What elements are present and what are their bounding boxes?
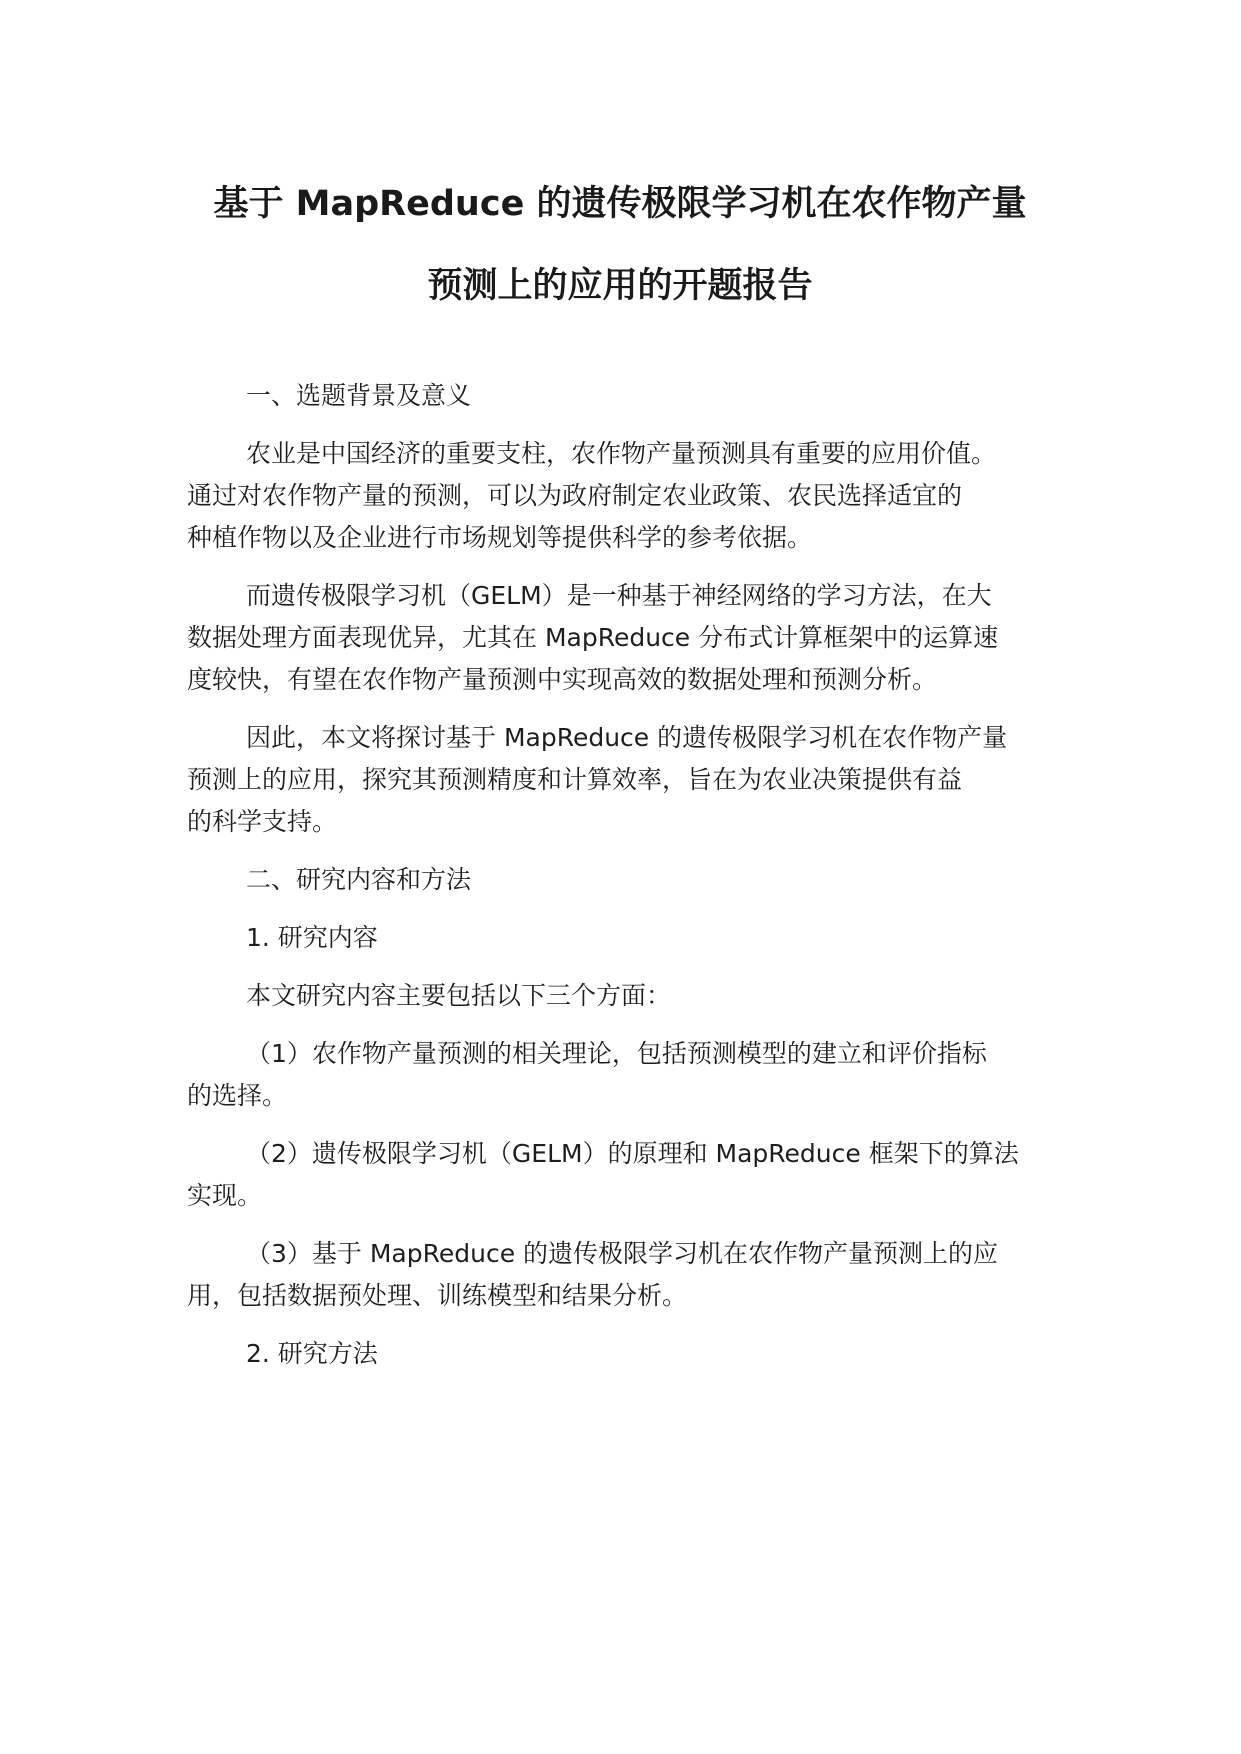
list-item-line: 实现。	[187, 1181, 263, 1210]
paragraph-line: 而遗传极限学习机（GELM）是一种基于神经网络的学习方法，在大	[246, 581, 992, 610]
list-item-line: （2）遗传极限学习机（GELM）的原理和 MapReduce 框架下的算法	[246, 1139, 1019, 1168]
paragraph-line: 因此，本文将探讨基于 MapReduce 的遗传极限学习机在农作物产量	[246, 723, 1008, 752]
paragraph-line: 预测上的应用，探究其预测精度和计算效率，旨在为农业决策提供有益	[187, 765, 963, 794]
section-heading-content-methods: 二、研究内容和方法	[246, 865, 472, 894]
paragraph-line: 本文研究内容主要包括以下三个方面：	[246, 981, 672, 1010]
paragraph-line: 农业是中国经济的重要支柱，农作物产量预测具有重要的应用价值。	[246, 439, 997, 468]
section-heading-background: 一、选题背景及意义	[246, 381, 472, 410]
list-item-line: 的选择。	[187, 1081, 288, 1110]
list-item-line: （1）农作物产量预测的相关理论，包括预测模型的建立和评价指标	[246, 1039, 987, 1068]
document-title-line-2: 预测上的应用的开题报告	[427, 266, 813, 306]
paragraph-line: 种植作物以及企业进行市场规划等提供科学的参考依据。	[187, 523, 813, 552]
subsection-heading-methods: 2. 研究方法	[246, 1339, 378, 1368]
paragraph-line: 数据处理方面表现优异，尤其在 MapReduce 分布式计算框架中的运算速	[187, 623, 999, 652]
paragraph-line: 的科学支持。	[187, 807, 338, 836]
paragraph-line: 通过对农作物产量的预测，可以为政府制定农业政策、农民选择适宜的	[187, 481, 963, 510]
subsection-heading-content: 1. 研究内容	[246, 923, 378, 952]
list-item-line: （3）基于 MapReduce 的遗传极限学习机在农作物产量预测上的应	[246, 1239, 999, 1268]
document-title-line-1: 基于 MapReduce 的遗传极限学习机在农作物产量	[213, 184, 1027, 224]
paragraph-line: 度较快，有望在农作物产量预测中实现高效的数据处理和预测分析。	[187, 665, 938, 694]
list-item-line: 用，包括数据预处理、训练模型和结果分析。	[187, 1281, 688, 1310]
